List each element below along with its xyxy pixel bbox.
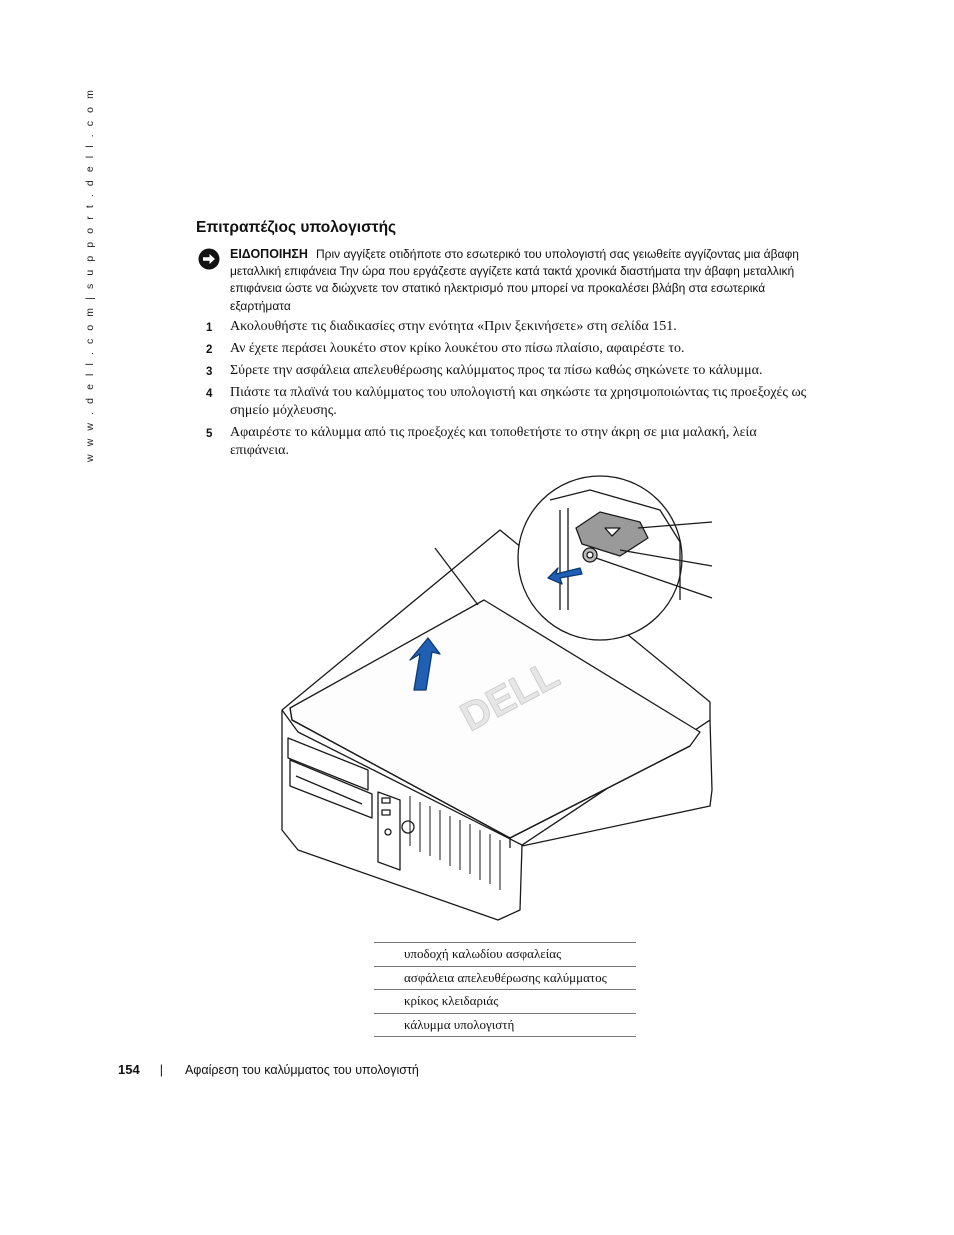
step-text: Αν έχετε περάσει λουκέτο στον κρίκο λουκέτου στο πίσω πλαίσιο, αφαιρέστε το. bbox=[230, 341, 685, 356]
legend-label: κρίκος κλειδαριάς bbox=[374, 990, 636, 1014]
page-number: 154 bbox=[118, 1062, 140, 1077]
notice-box bbox=[198, 246, 818, 315]
notice-label: ΕΙΔΟΠΟΙΗΣΗ bbox=[230, 247, 308, 261]
notice-arrow-icon bbox=[198, 248, 220, 270]
step-number: 2 bbox=[206, 344, 213, 356]
sidebar-url: w w w . d e l l . c o m | s u p p o r t . d e l l . c o m bbox=[84, 87, 96, 462]
step-item bbox=[206, 384, 818, 420]
legend-row bbox=[374, 990, 636, 1014]
step-item bbox=[206, 362, 818, 380]
front-panel bbox=[378, 792, 400, 870]
dell-logo: DELL bbox=[453, 652, 567, 740]
notice-text bbox=[230, 246, 818, 315]
step-number: 3 bbox=[206, 366, 213, 378]
notice-body: Πριν αγγίξετε οτιδήποτε στο εσωτερικό του υπολογιστή σας γειωθείτε αγγίζοντας μια άβαφη μεταλλική επιφάνεια Την ώρα που εργάζεστε αγγίζετε κατά τακτά χρονικά διαστήματα την άβαφη μεταλλική επιφάνεια ώστε να διώχνετε τον στατικό ηλεκτρισμό που μπορεί να προκαλέσει βλάβη στα εσωτερικά εξαρτήματα bbox=[230, 247, 799, 313]
step-text: Αφαιρέστε το κάλυμμα από τις προεξοχές και τοποθετήστε το στην άκρη σε μια μαλακή, λεία επιφάνεια. bbox=[230, 425, 757, 458]
legend-row bbox=[374, 943, 636, 967]
legend-label: υποδοχή καλωδίου ασφαλείας bbox=[374, 943, 636, 967]
computer-cover-illustration bbox=[260, 470, 730, 930]
step-number: 1 bbox=[206, 322, 213, 334]
page-footer bbox=[118, 1062, 419, 1077]
step-text: Πιάστε τα πλαϊνά του καλύμματος του υπολογιστή και σηκώστε τα χρησιμοποιώντας τις προεξοχές ως σημείο μόχλευσης. bbox=[230, 385, 807, 418]
zoom-detail-circle bbox=[518, 476, 682, 640]
footer-separator: | bbox=[159, 1063, 163, 1077]
legend-row bbox=[374, 966, 636, 990]
section-title: Επιτραπέζιος υπολογιστής bbox=[196, 219, 397, 236]
step-text: Σύρετε την ασφάλεια απελευθέρωσης καλύμματος προς τα πίσω καθώς σηκώνετε το κάλυμμα. bbox=[230, 363, 763, 378]
legend-table bbox=[374, 942, 636, 1037]
step-number: 5 bbox=[206, 428, 213, 440]
chapter-title: Αφαίρεση του καλύμματος του υπολογιστή bbox=[184, 1063, 419, 1077]
legend-row bbox=[374, 1013, 636, 1037]
step-number: 4 bbox=[206, 388, 213, 400]
drive-bay bbox=[290, 760, 372, 818]
steps-list bbox=[206, 318, 818, 464]
step-item bbox=[206, 424, 818, 460]
step-text: Ακολουθήστε τις διαδικασίες στην ενότητα «Πριν ξεκινήσετε» στη σελίδα 151. bbox=[230, 319, 677, 334]
step-item bbox=[206, 340, 818, 358]
step-item bbox=[206, 318, 818, 336]
legend-label: κάλυμμα υπολογιστή bbox=[374, 1013, 636, 1037]
legend-label: ασφάλεια απελευθέρωσης καλύμματος bbox=[374, 966, 636, 990]
